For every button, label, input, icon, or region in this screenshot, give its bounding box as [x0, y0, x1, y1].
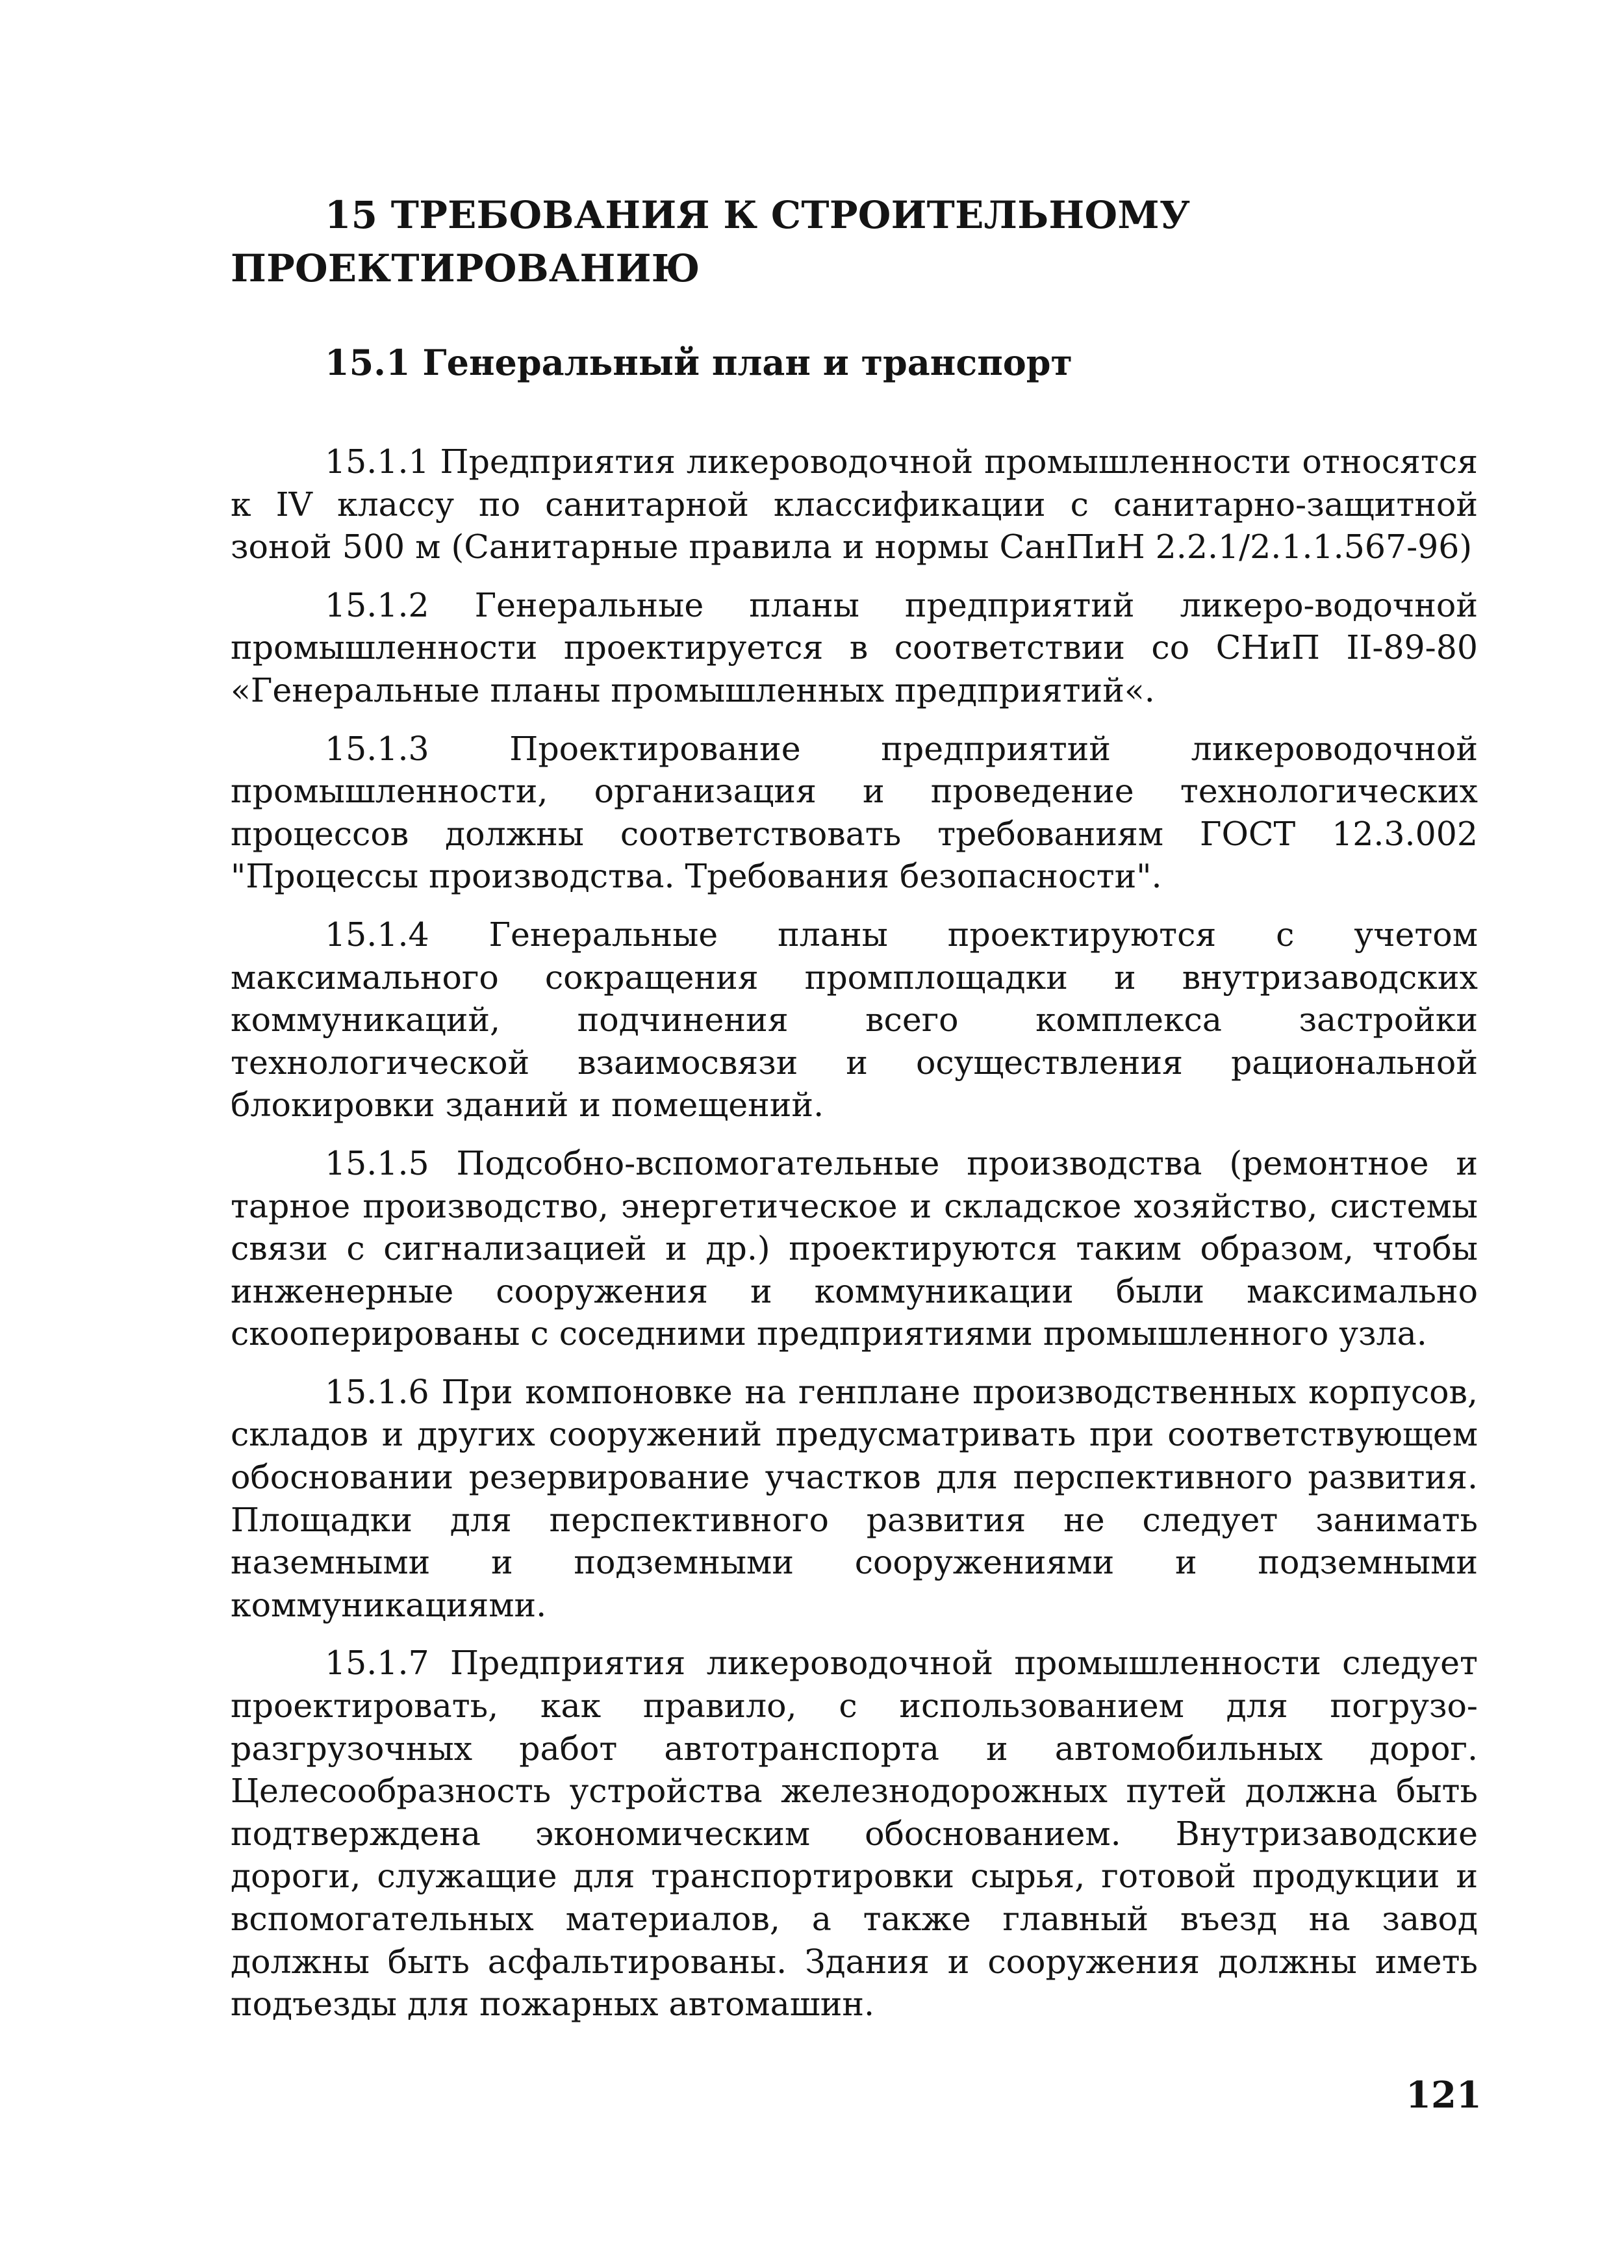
page-number: 121 [1406, 2074, 1482, 2117]
paragraph-15-1-2: 15.1.2 Генеральные планы предприятий ликеро-водочной промышленности проектируется в соответствии со СНиП II-89-80 «Генеральные планы промышленных предприятий«. [231, 585, 1478, 709]
paragraph-15-1-6: 15.1.6 При компоновке на генплане производственных корпусов, складов и других сооружений предусматривать при соответствующем обосновании резервирование участков для перспективного развития. Площадки для перспективного развития не следует занимать наземными и подземными сооружениями и подземными коммуникациями. [231, 1372, 1478, 1624]
paragraph-15-1-3: 15.1.3 Проектирование предприятий ликероводочной промышленности, организация и проведение технологических процессов должны соответствовать требованиям ГОСТ 12.3.002 "Процессы производства. Требования безопасности". [231, 729, 1478, 896]
section-heading: 15 ТРЕБОВАНИЯ К СТРОИТЕЛЬНОМУ ПРОЕКТИРОВАНИЮ [231, 193, 1191, 290]
subsection-heading: 15.1 Генеральный план и транспорт [325, 342, 1072, 383]
paragraph-15-1-1: 15.1.1 Предприятия ликероводочной промышленности относятся к IV классу по санитарной классификации с санитарно-защитной зоной 500 м (Санитарные правила и нормы СанПиН 2.2.1/2.1.1.567-96) [231, 442, 1478, 567]
body-text [231, 440, 1478, 2041]
paragraph-15-1-5: 15.1.5 Подсобно-вспомогательные производства (ремонтное и тарное производство, энергетическое и складское хозяйство, системы связи с сигнализацией и др.) проектируются таким образом, чтобы инженерные сооружения и коммуникации были максимально скооперированы с соседними предприятиями промышленного узла. [231, 1143, 1478, 1353]
paragraph-15-1-7: 15.1.7 Предприятия ликероводочной промышленности следует проектировать, как правило, с использованием для погрузо-разгрузочных работ автотранспорта и автомобильных дорог. Целесообразность устройства железнодорожных путей должна быть подтверждена экономическим обоснованием. Внутризаводские дороги, служащие для транспортировки сырья, готовой продукции и вспомогательных материалов, а также главный въезд на завод должны быть асфальтированы. Здания и сооружения должны иметь подъезды для пожарных автомашин. [231, 1644, 1478, 2024]
paragraph-15-1-4: 15.1.4 Генеральные планы проектируются с учетом максимального сокращения промплощадки и внутризаводских коммуникаций, подчинения всего комплекса застройки технологической взаимосвязи и осуществления рациональной блокировки зданий и помещений. [231, 915, 1478, 1125]
